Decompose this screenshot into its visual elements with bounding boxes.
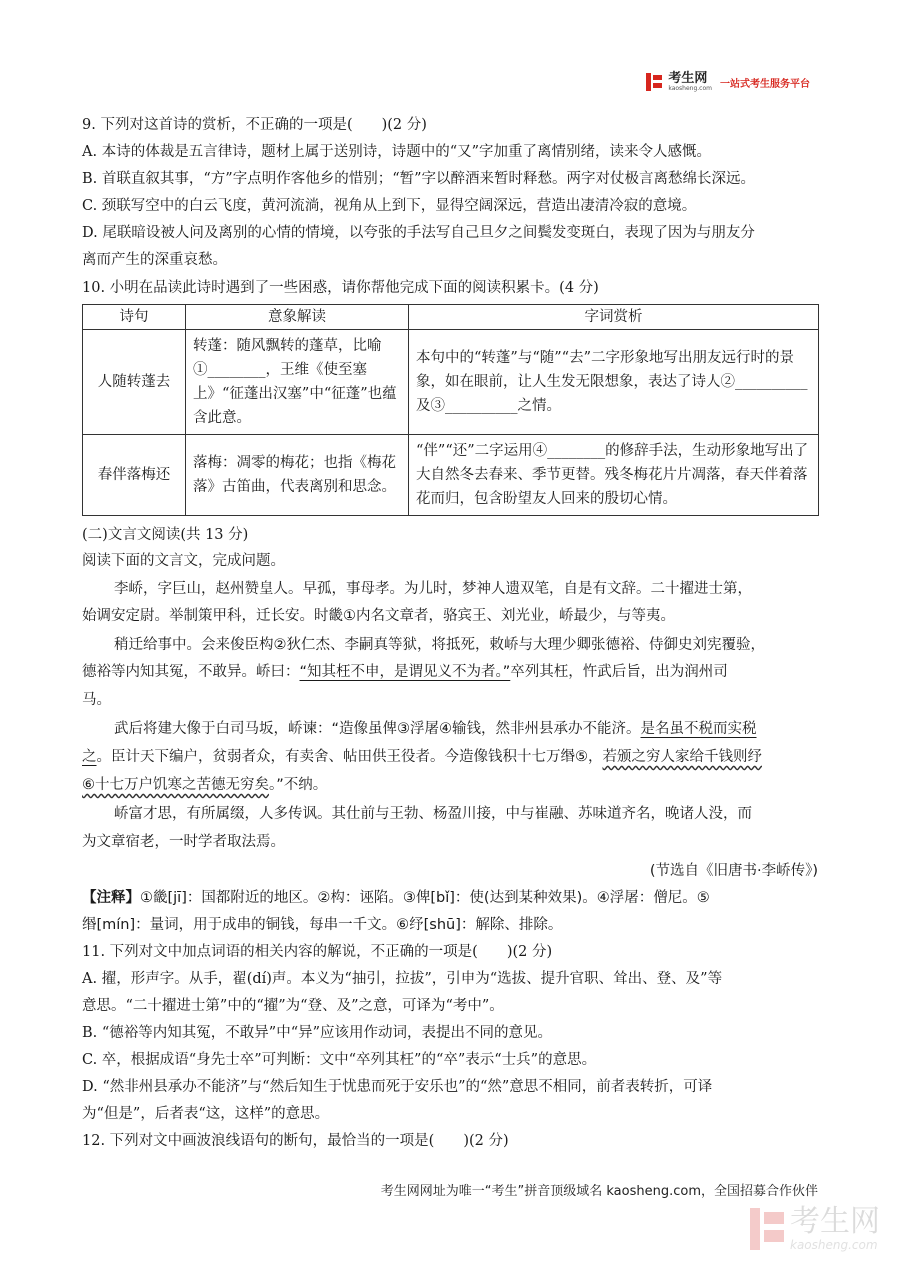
q11-option-c: C. 卒，根据成语“身先士卒”可判断：文中“卒列其枉”的“卒”表示“士兵”的意思。: [82, 1052, 597, 1068]
q10-stem: 10. 小明在品读此诗时遇到了一些困惑，请你帮他完成下面的阅读积累卡。(4 分): [82, 280, 599, 296]
notes-line2: 缗[mín]：量词，用于成串的铜钱，每串一千文。⑥纾[shū]：解除、排除。: [82, 917, 563, 933]
watermark: [750, 1206, 880, 1252]
watermark-text-block: [790, 1206, 880, 1252]
brand-block: [668, 72, 712, 92]
header-cell-analysis: 字词赏析: [409, 305, 819, 330]
brand-name: 考生网: [668, 71, 708, 86]
q9-option-d-line2: 离而产生的深重哀愁。: [82, 252, 227, 268]
passage-p4-line2: 为文章宿老，一时学者取法焉。: [82, 834, 285, 850]
table-row: [83, 435, 819, 516]
header-cell-line: 诗句: [83, 305, 186, 330]
header-logo: [646, 72, 810, 92]
q9-option-d-line1: D. 尾联暗设被人问及离别的心情的情境，以夸张的手法写自己旦夕之间鬓发变斑白，表现了因为与朋友分: [82, 225, 755, 241]
q9-stem: 9. 下列对这首诗的赏析，不正确的一项是( )(2 分): [82, 117, 427, 133]
p3-line1-part-a: 武后将建大像于白司马坂，峤谏：“造像虽俾③浮屠④输钱，然非州县承办不能济。: [114, 721, 641, 737]
notes-label: 【注释】: [82, 890, 140, 906]
p2-underlined-quote: “知其枉不申，是谓见义不为者。”: [299, 664, 511, 680]
passage-p3-line3: [82, 774, 822, 796]
header-cell-imagery: 意象解读: [186, 305, 409, 330]
passage-p3-line1: [114, 718, 854, 740]
q12-stem: 12. 下列对文中画波浪线语句的断句，最恰当的一项是( )(2 分): [82, 1133, 509, 1149]
q9-option-a: A. 本诗的体裁是五言律诗，题材上属于送别诗，诗题中的“又”字加重了离情别绪，读来令人感慨。: [82, 144, 712, 160]
passage-source: (节选自《旧唐书·李峤传》): [649, 863, 818, 879]
notes-text-1: ①畿[jī]：国都附近的地区。②构：诬陷。③俾[bǐ]：使(达到某种效果)。④浮屠：僧尼。⑤: [140, 890, 710, 906]
row1-line: 人随转蓬去: [83, 330, 186, 435]
q9-option-b: B. 首联直叙其事，“方”字点明作客他乡的惜别；“暂”字以醉酒来暂时释愁。两字对仗极言离愁绵长深远。: [82, 171, 756, 187]
section2-instruction: 阅读下面的文言文，完成问题。: [82, 553, 285, 569]
row2-analysis: “伴”“还”二字运用④________的修辞手法，生动形象地写出了大自然冬去春来、季节更替。残冬梅花片片凋落，春天伴着落花而归，包含盼望友人回来的殷切心情。: [409, 435, 819, 516]
passage-p1-line1: 李峤，字巨山，赵州赞皇人。早孤，事母孝。为儿时，梦神人遗双笔，自是有文辞。二十擢进士第，: [114, 581, 752, 597]
q11-option-a-line1: A. 擢，形声字。从手，翟(dí)声。本义为“抽引，拉拔”，引申为“选拔、提升官职、耸出、登、及”等: [82, 971, 723, 987]
row1-imagery: 转蓬：随风飘转的蓬草，比喻①________，王维《使至塞上》“征蓬出汉塞”中“征蓬”也蕴含此意。: [186, 330, 409, 435]
q11-option-d-line1: D. “然非州县承办不能济”与“然后知生于忧患而死于安乐也”的“然”意思不相同，前者表转折，可译: [82, 1079, 713, 1095]
table-row: [83, 330, 819, 435]
passage-p2-line3: 马。: [82, 692, 111, 708]
brand-logo-icon: [646, 73, 662, 91]
reading-card-table: [82, 304, 819, 516]
p3-wavy-phrase-2: ⑥十七万户饥寒之苦德无穷矣: [82, 777, 269, 793]
p3-line3-part-b: 。”不纳。: [269, 777, 328, 793]
q11-stem: 11. 下列对文中加点词语的相关内容的解说，不正确的一项是( )(2 分): [82, 944, 553, 960]
p2-line2-part-c: 卒列其枉，忤武后旨，出为润州司: [510, 664, 728, 680]
p3-line2-part-b: 。臣计天下编户，贫弱者众，有卖舍、帖田供王役者。今造像钱积十七万缗⑤，: [96, 749, 603, 765]
passage-p4-line1: 峤富才思，有所属缀，人多传讽。其仕前与王勃、杨盈川接，中与崔融、苏味道齐名，晚诸人没，而: [114, 806, 752, 822]
footer-text: 考生网网址为唯一“考生”拼音顶级域名 kaosheng.com，全国招募合作伙伴: [380, 1184, 818, 1199]
section2-title: (二)文言文阅读(共 13 分): [82, 527, 249, 543]
passage-p1-line2: 始调安定尉。举制策甲科，迁长安。时畿①内名文章者，骆宾王、刘光业，峤最少，与等夷。: [82, 608, 675, 624]
row2-line: 春伴落梅还: [83, 435, 186, 516]
watermark-domain: kaosheng.com: [790, 1238, 878, 1252]
watermark-logo-icon: [750, 1208, 784, 1250]
passage-p2-line2: [82, 661, 822, 683]
table-header-row: [83, 305, 819, 330]
q11-option-a-line2: 意思。“二十擢进士第”中的“擢”为“登、及”之意，可译为“考中”。: [82, 998, 504, 1014]
brand-slogan: 一站式考生服务平台: [720, 78, 810, 90]
row2-imagery: 落梅：凋零的梅花；也指《梅花落》古笛曲，代表离别和思念。: [186, 435, 409, 516]
p3-underlined-phrase-2: 之: [82, 749, 97, 765]
watermark-name: 考生网: [790, 1204, 880, 1239]
q9-option-c: C. 颈联写空中的白云飞度，黄河流淌，视角从上到下，显得空阔深远，营造出凄清冷寂的意境。: [82, 198, 697, 214]
p3-underlined-phrase-1: 是名虽不税而实税: [640, 721, 757, 737]
p2-line2-part-a: 德裕等内知其冤，不敢异。峤曰：: [82, 664, 300, 680]
row1-analysis: 本句中的“转蓬”与“随”“去”二字形象地写出朋友远行时的景象，如在眼前，让人生发无限想象，表达了诗人②__________及③__________之情。: [409, 330, 819, 435]
p3-wavy-phrase-1: 若颁之穷人家给千钱则纾: [602, 749, 762, 765]
notes-line1: [82, 887, 822, 909]
q11-option-d-line2: 为“但是”，后者表“这，这样”的意思。: [82, 1106, 330, 1122]
passage-p3-line2: [82, 746, 822, 768]
passage-p2-line1: 稍迁给事中。会来俊臣构②狄仁杰、李嗣真等狱，将抵死，敕峤与大理少卿张德裕、侍御史刘宪覆验，: [114, 637, 765, 653]
brand-domain: kaosheng.com: [668, 85, 712, 92]
q11-option-b: B. “德裕等内知其冤，不敢异”中“异”应该用作动词，表提出不同的意见。: [82, 1025, 553, 1041]
